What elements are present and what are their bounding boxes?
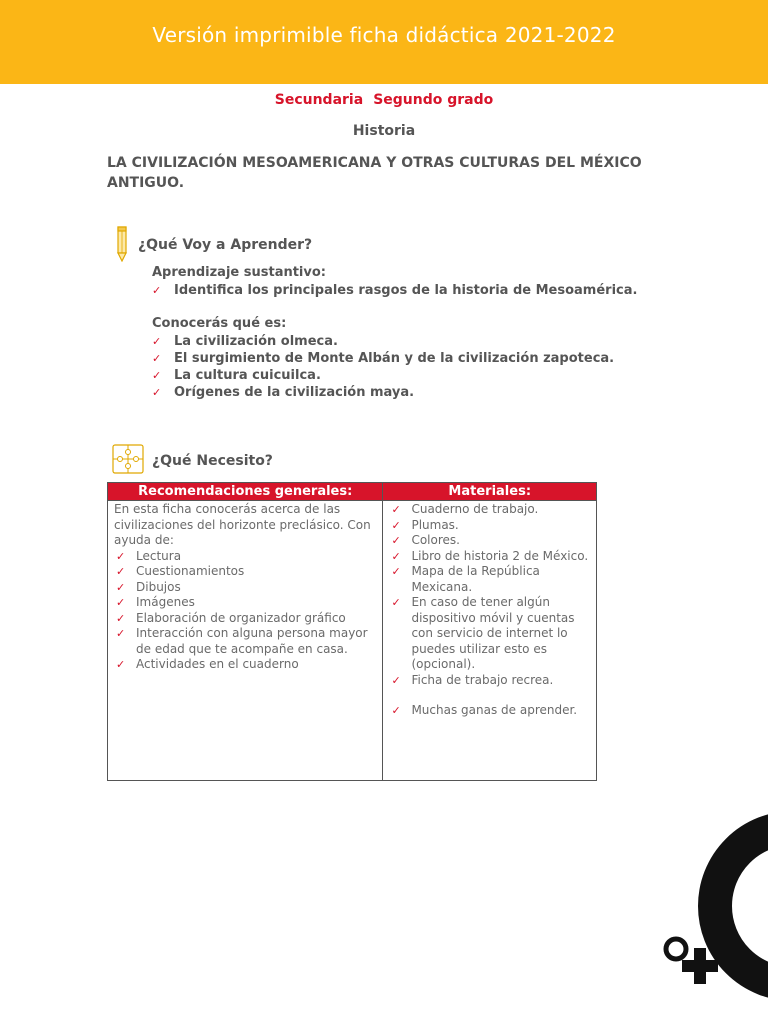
list-item: ✓ Ficha de trabajo recrea. — [411, 673, 590, 689]
learn-heading-label: ¿Qué Voy a Aprender? — [138, 237, 313, 253]
list-item: ✓ Muchas ganas de aprender. — [411, 703, 590, 719]
subject-title: Historia — [352, 123, 416, 139]
banner-title: Versión imprimible ficha didáctica 2021-2022 — [152, 23, 616, 47]
materials-header: Materiales: — [383, 483, 597, 501]
list-item: ✓ Mapa de la República Mexicana. — [411, 564, 590, 595]
list-item: ✓ Cuaderno de trabajo. — [411, 502, 590, 518]
learn-lead-1: Aprendizaje sustantivo: — [152, 265, 326, 280]
recommendations-header: Recomendaciones generales: — [108, 483, 383, 501]
level-label: Secundaria — [274, 92, 364, 108]
grade-label: Segundo grado — [373, 92, 494, 108]
list-item: ✓ La civilización olmeca. — [174, 333, 614, 350]
list-item: ✓ Elaboración de organizador gráfico — [136, 611, 376, 627]
need-heading-label: ¿Qué Necesito? — [152, 453, 273, 469]
list-item: ✓ Identifica los principales rasgos de la historia de Mesoamérica. — [174, 282, 637, 299]
learn-lead-2: Conocerás qué es: — [152, 316, 287, 331]
list-item: ✓ Lectura — [136, 549, 376, 565]
list-item: ✓ Plumas. — [411, 518, 590, 534]
list-item: ✓ Libro de historia 2 de México. — [411, 549, 590, 565]
list-item: ✓ Dibujos — [136, 580, 376, 596]
list-item: ✓ En caso de tener algún dispositivo móvil y cuentas con servicio de internet lo puedes utilizar esto es (opcional). — [411, 595, 590, 673]
list-item: ✓ Cuestionamientos — [136, 564, 376, 580]
recommendations-intro: En esta ficha conocerás acerca de las civilizaciones del horizonte preclásico. Con ayuda de: — [114, 502, 371, 547]
list-item: ✓ Actividades en el cuaderno — [136, 657, 376, 673]
list-item: ✓ Interacción con alguna persona mayor de edad que te acompañe en casa. — [136, 626, 376, 657]
list-item: ✓ Colores. — [411, 533, 590, 549]
main-title: LA CIVILIZACIÓN MESOAMERICANA Y OTRAS CULTURAS DEL MÉXICO ANTIGUO. — [107, 155, 642, 191]
list-item: ✓ Orígenes de la civilización maya. — [174, 384, 614, 401]
list-item: ✓ El surgimiento de Monte Albán y de la civilización zapoteca. — [174, 350, 614, 367]
list-item: ✓ La cultura cuicuilca. — [174, 367, 614, 384]
list-item: ✓ Imágenes — [136, 595, 376, 611]
